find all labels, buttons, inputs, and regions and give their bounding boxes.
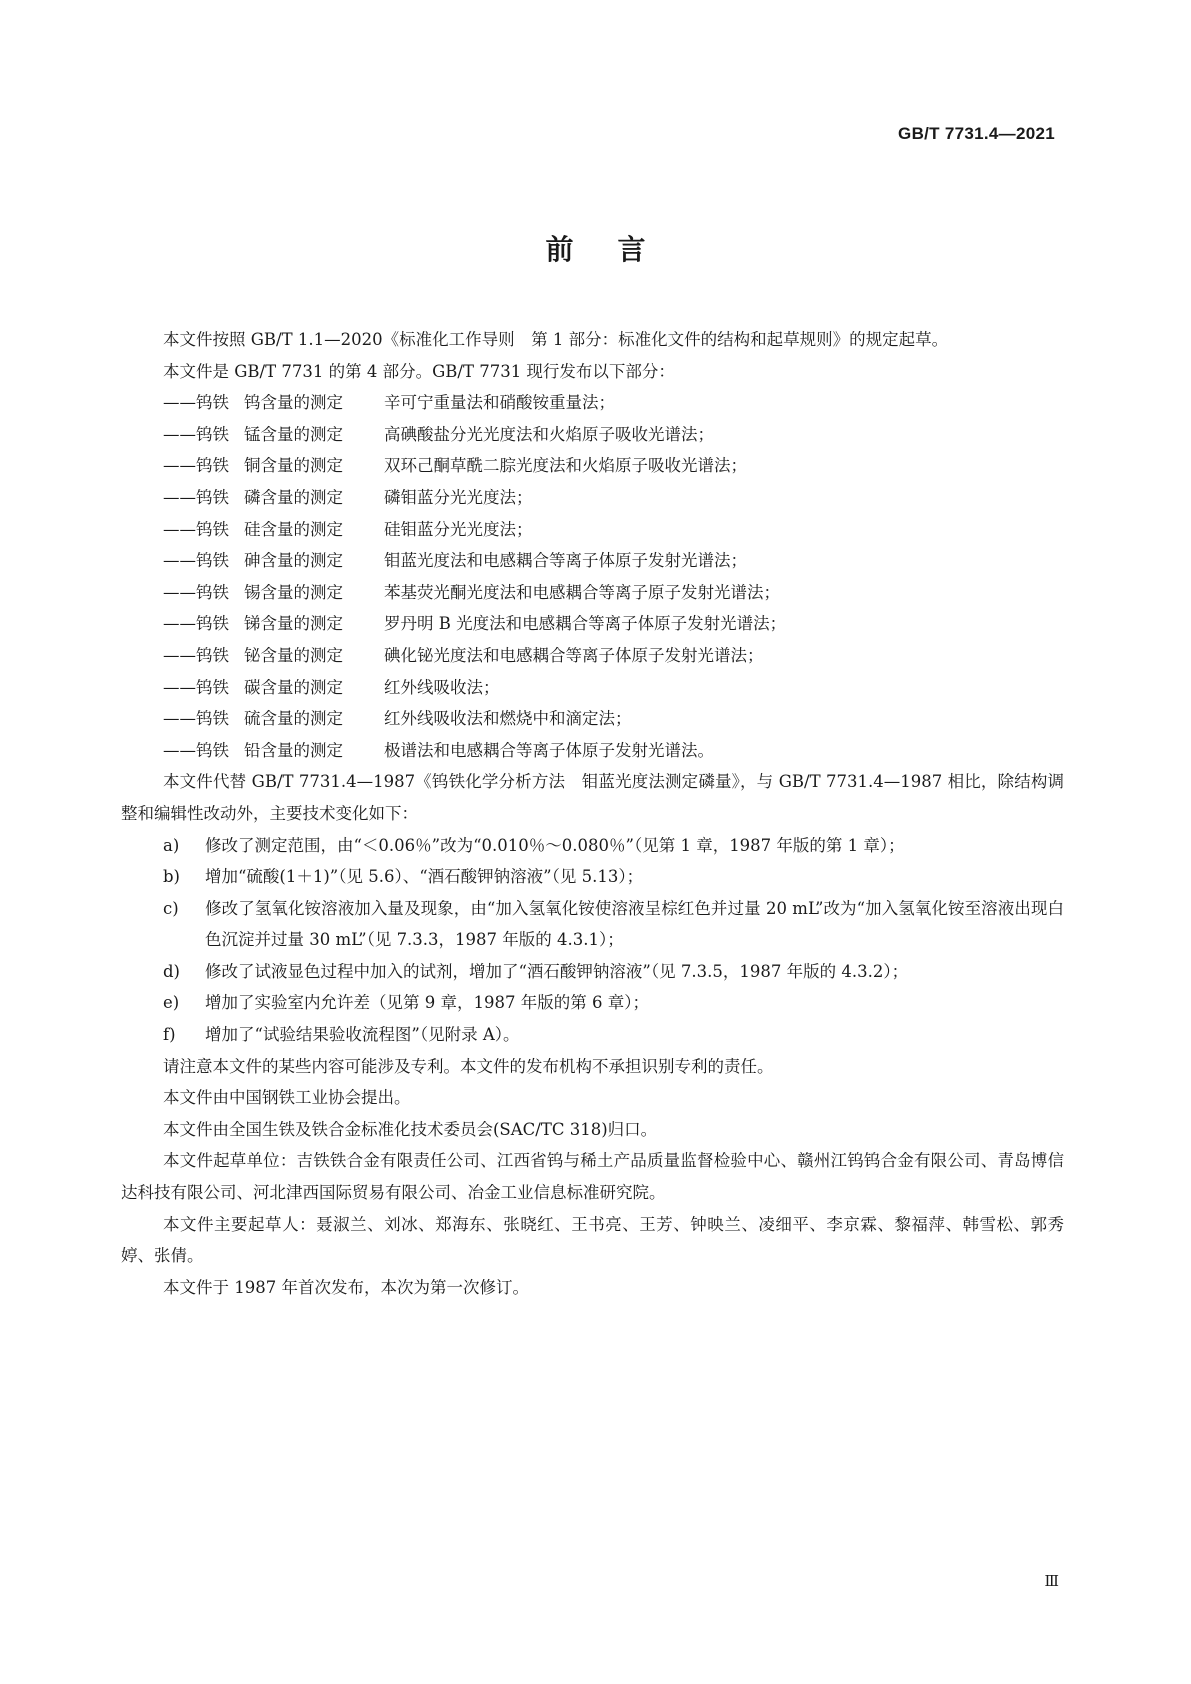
standard-number: GB/T 7731.4—2021 xyxy=(898,124,1055,143)
list-item: ——钨铁 锰含量的测定 高碘酸盐分光光度法和火焰原子吸收光谱法； xyxy=(163,424,714,444)
list-item: ——钨铁 硫含量的测定 红外线吸收法和燃烧中和滴定法； xyxy=(163,709,632,729)
list-item: ——钨铁 砷含量的测定 钼蓝光度法和电感耦合等离子体原子发射光谱法； xyxy=(163,551,747,571)
list-item: ——钨铁 铜含量的测定 双环己酮草酰二腙光度法和火焰原子吸收光谱法； xyxy=(163,456,747,476)
changes-list xyxy=(121,830,1064,1051)
paragraph-drafters: 本文件主要起草人：聂淑兰、刘冰、郑海东、张晓红、王书亮、王芳、钟映兰、凌细平、李京霖、黎福萍、韩雪松、郭秀婷、张倩。 xyxy=(121,1214,1064,1266)
page-title: 前言 xyxy=(545,233,690,266)
parts-list xyxy=(121,387,1064,766)
paragraph-patent: 请注意本文件的某些内容可能涉及专利。本文件的发布机构不承担识别专利的责任。 xyxy=(163,1056,774,1076)
list-item: d) 修改了试液显色过程中加入的试剂，增加了“酒石酸钾钠溶液”（见 7.3.5，1987 年版的 4.3.2）； xyxy=(163,961,909,981)
list-item: a) 修改了测定范围，由“＜0.06％”改为“0.010％～0.080％”（见第 1 章，1987 年版的第 1 章）； xyxy=(163,835,905,855)
document-body xyxy=(121,324,1064,1303)
paragraph-history: 本文件于 1987 年首次发布，本次为第一次修订。 xyxy=(163,1277,529,1297)
list-item: ——钨铁 磷含量的测定 磷钼蓝分光光度法； xyxy=(163,487,533,507)
list-item: ——钨铁 钨含量的测定 辛可宁重量法和硝酸铵重量法； xyxy=(163,393,615,413)
page-number: Ⅲ xyxy=(1044,1572,1059,1590)
list-item: f) 增加了“试验结果验收流程图”（见附录 A）。 xyxy=(163,1025,520,1045)
list-item: c) 修改了氢氧化铵溶液加入量及现象，由“加入氢氧化铵使溶液呈棕红色并过量 20 mL”改为“加入氢氧化铵至溶液出现白色沉淀并过量 30 mL”（见 7.3.3，1987 年版的 4.3.1）； xyxy=(163,898,1064,950)
paragraph-basis: 本文件按照 GB/T 1.1—2020《标准化工作导则 第 1 部分：标准化文件的结构和起草规则》的规定起草。 xyxy=(163,330,949,349)
list-item: ——钨铁 碳含量的测定 红外线吸收法； xyxy=(163,677,500,697)
paragraph-committee: 本文件由全国生铁及铁合金标准化技术委员会(SAC/TC 318)归口。 xyxy=(163,1119,658,1139)
paragraph-replacement: 本文件代替 GB/T 7731.4—1987《钨铁化学分析方法 钼蓝光度法测定磷量》，与 GB/T 7731.4—1987 相比，除结构调整和编辑性改动外，主要技术变化如下： xyxy=(121,772,1064,823)
list-item: ——钨铁 锑含量的测定 罗丹明 B 光度法和电感耦合等离子体原子发射光谱法； xyxy=(163,614,787,634)
list-item: ——钨铁 铅含量的测定 极谱法和电感耦合等离子体原子发射光谱法。 xyxy=(163,740,714,760)
paragraph-parts-intro: 本文件是 GB/T 7731 的第 4 部分。GB/T 7731 现行发布以下部分： xyxy=(163,361,675,381)
list-item: e) 增加了实验室内允许差（见第 9 章，1987 年版的第 6 章）； xyxy=(163,993,649,1013)
list-item: ——钨铁 硅含量的测定 硅钼蓝分光光度法； xyxy=(163,519,533,539)
list-item: ——钨铁 锡含量的测定 苯基荧光酮光度法和电感耦合等离子原子发射光谱法； xyxy=(163,582,780,602)
paragraph-drafting-units: 本文件起草单位：吉铁铁合金有限责任公司、江西省钨与稀土产品质量监督检验中心、赣州江钨钨合金有限公司、青岛博信达科技有限公司、河北津西国际贸易有限公司、冶金工业信息标准研究院。 xyxy=(121,1151,1064,1203)
list-item: b) 增加“硫酸(1＋1)”（见 5.6）、“酒石酸钾钠溶液”（见 5.13）； xyxy=(163,867,644,887)
list-item: ——钨铁 铋含量的测定 碘化铋光度法和电感耦合等离子体原子发射光谱法； xyxy=(163,645,764,665)
paragraph-proposer: 本文件由中国钢铁工业协会提出。 xyxy=(163,1088,411,1108)
